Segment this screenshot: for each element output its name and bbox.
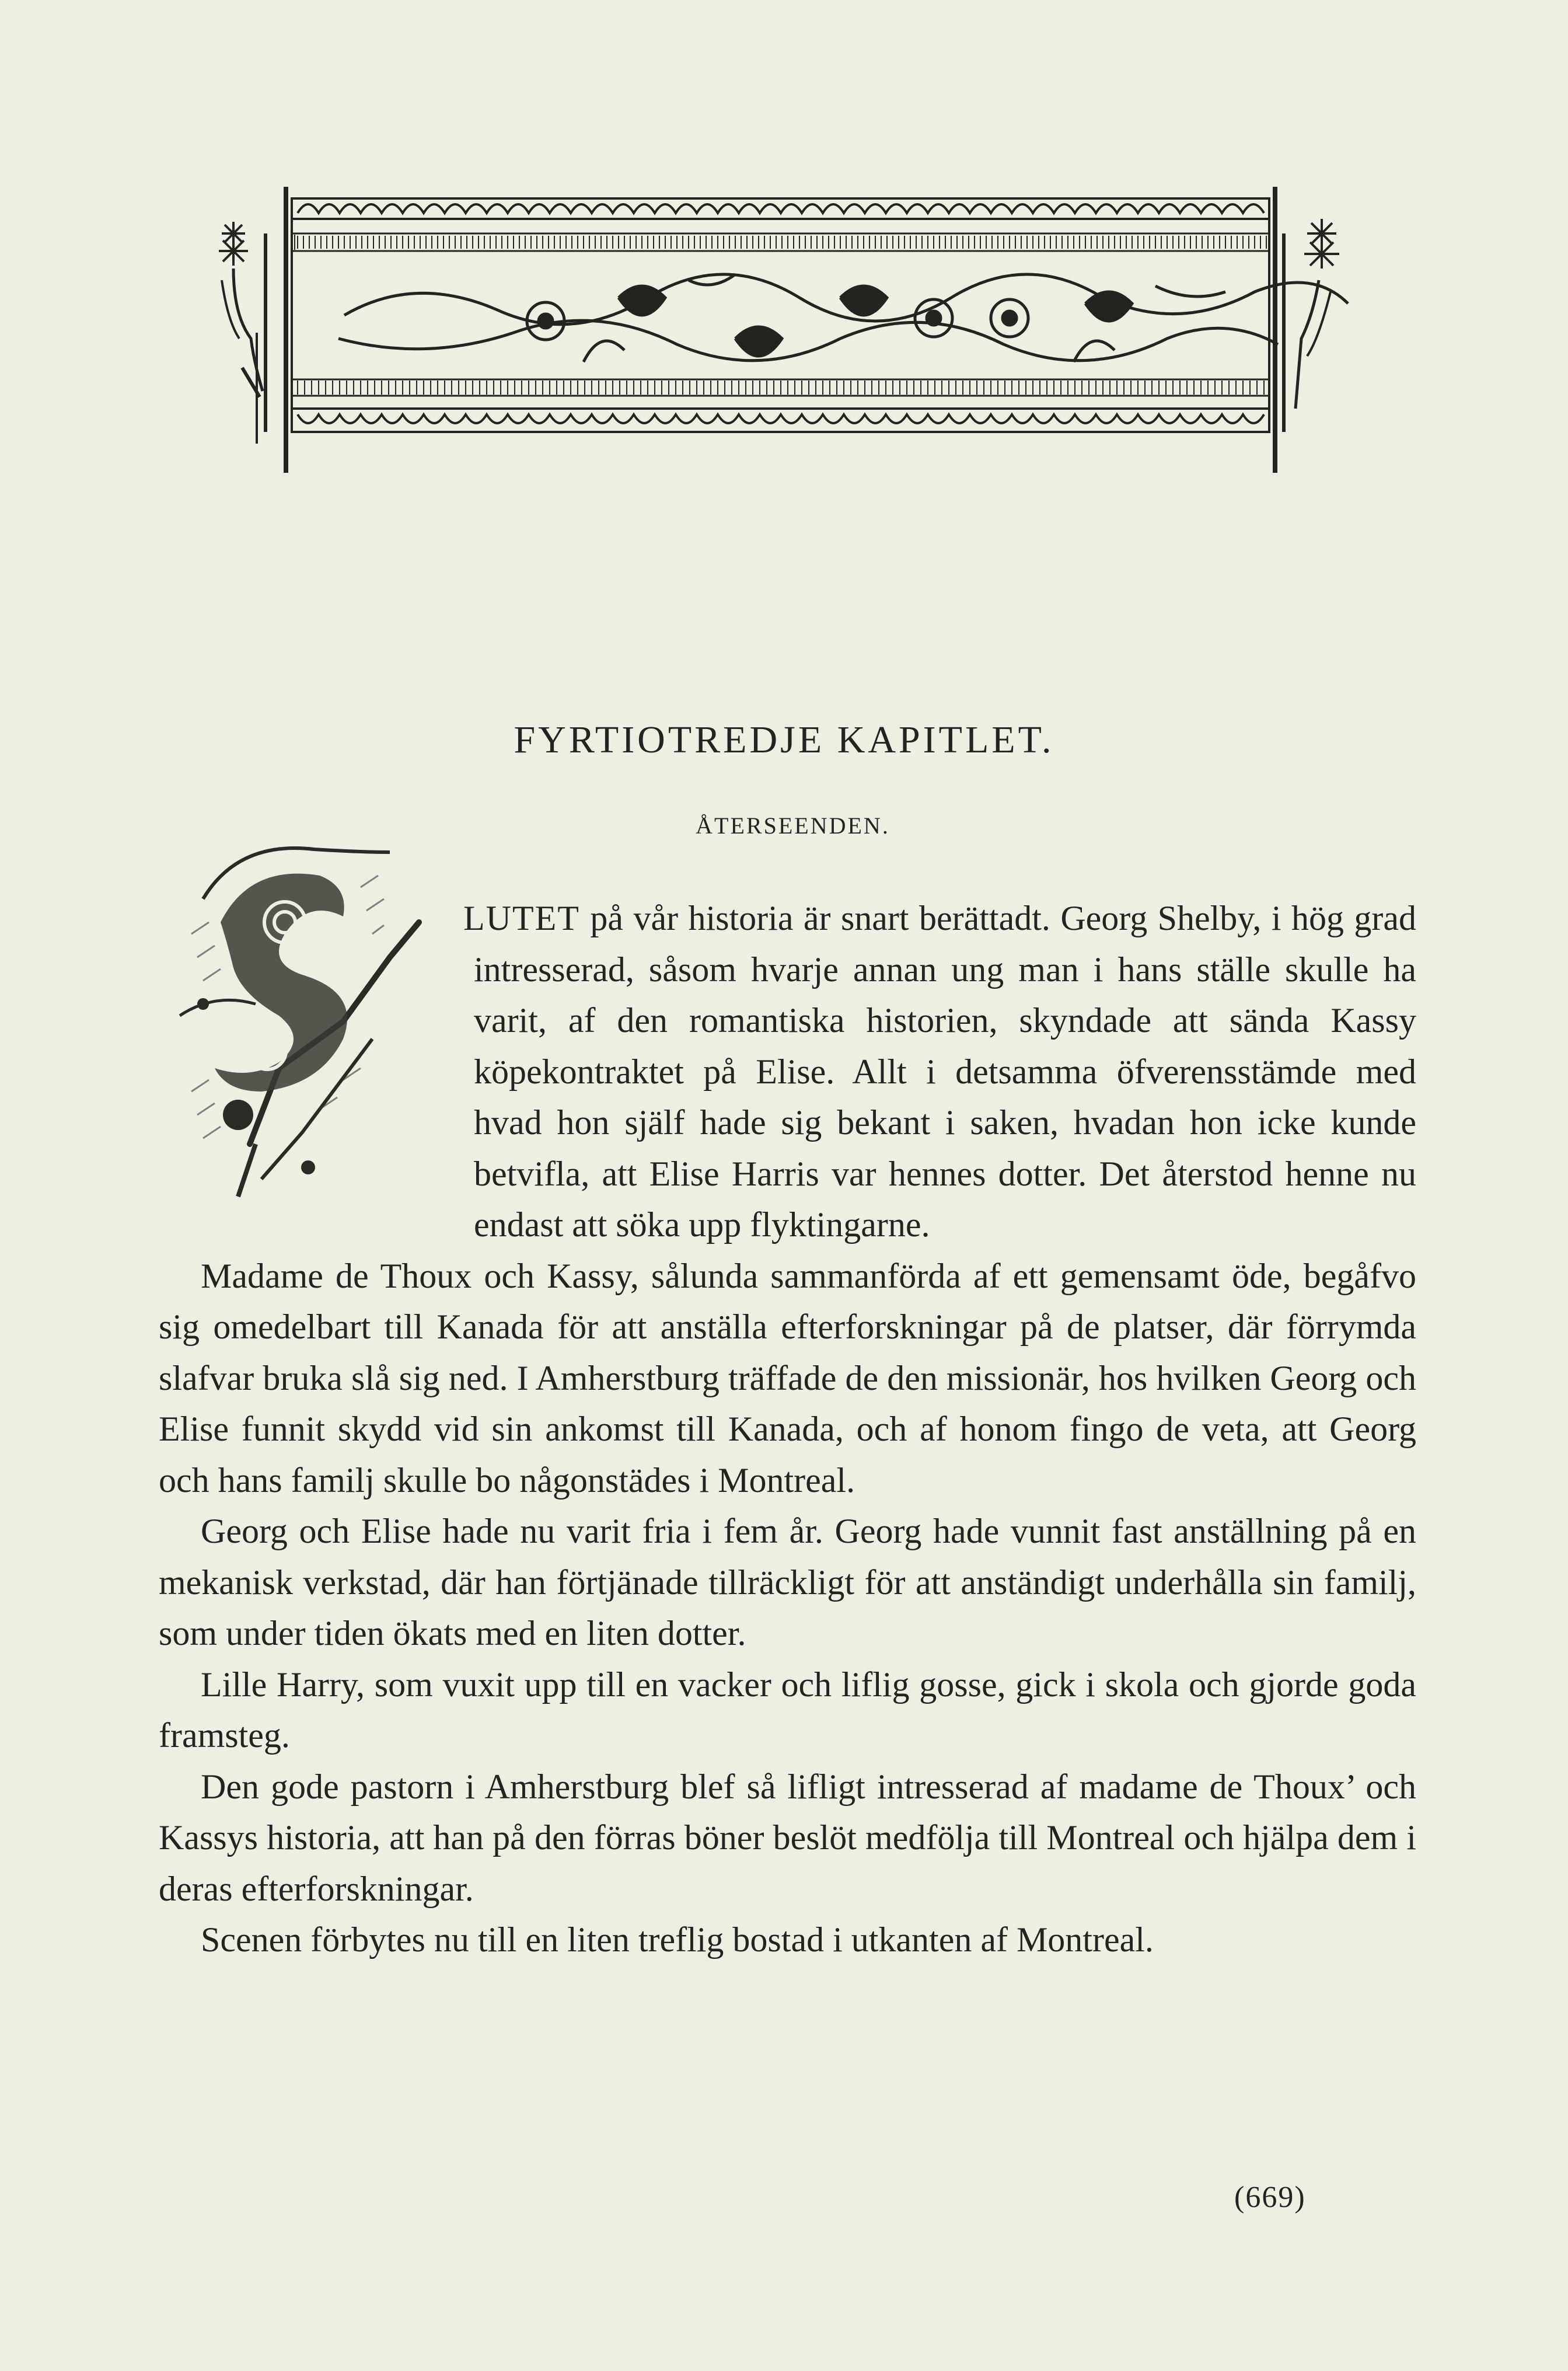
paragraph-3: Georg och Elise hade nu varit fria i fem år. Georg hade vunnit fast anställning på en mekanisk verkstad, där han förtjänade tillräckligt för att anständigt underhålla sin familj, som under tiden ökats med en liten dotter. <box>159 1512 1416 1652</box>
body-text <box>159 893 1416 1966</box>
bottom-scallop-row <box>298 414 1264 423</box>
page-number: (669) <box>1234 2181 1306 2214</box>
chapter-title: FYRTIOTREDJE KAPITLET. <box>514 719 1054 761</box>
ornamental-header <box>210 163 1371 479</box>
chapter-subtitle: ÅTERSEENDEN. <box>696 813 890 839</box>
paragraph-2: Madame de Thoux och Kassy, sålunda sammanförda af ett gemensamt öde, begåfvo sig omedelbart till Kanada för att anställa efterforskningar på de platser, där förrymda slafvar bruka slå sig ned. I Amherstburg träffade de den missionär, hos hvilken Georg och Elise funnit skydd vid sin ankomst till Kanada, och af honom fingo de veta, att Georg och hans familj skulle bo någonstädes i Montreal. <box>159 1256 1416 1500</box>
left-flower-ornament <box>219 222 266 444</box>
paragraph-5: Den gode pastorn i Amherstburg blef så lifligt intresserad af madame de Thoux’ och Kassys historia, att han på den förras böner beslöt medfölja till Montreal och hjälpa dem i deras efterforskningar. <box>159 1767 1416 1908</box>
top-scallop-row <box>298 204 1264 213</box>
paragraph-4: Lille Harry, som vuxit upp till en vacker och liflig gosse, gick i skola och gjorde goda framsteg. <box>159 1665 1416 1755</box>
bottom-hatch <box>298 381 1264 395</box>
lead-word: LUTET <box>463 899 580 937</box>
top-hatch <box>298 236 1266 249</box>
initial-spacer <box>159 893 474 1249</box>
paragraph-text: på vår historia är snart berättadt. Georg Shelby, i hög grad intresserad, såsom hvarje annan ung man i hans ställe skulle ha varit, af den romantiska historien, skyndade att sända Kassy köpekontraktet på Elise. Allt i detsamma öfverensstämde med hvad hon själf hade sig bekant i saken, hvadan hon icke kunde betvifla, att Elise Harris var hennes dotter. Det återstod henne nu endast att söka upp flyktingarne. <box>474 899 1416 1244</box>
paragraph-6: Scenen förbytes nu till en liten treflig bostad i utkanten af Montreal. <box>201 1920 1154 1959</box>
floral-scroll-band <box>338 274 1348 362</box>
top-border-band <box>292 219 1269 251</box>
right-flower-ornament <box>1284 219 1339 432</box>
